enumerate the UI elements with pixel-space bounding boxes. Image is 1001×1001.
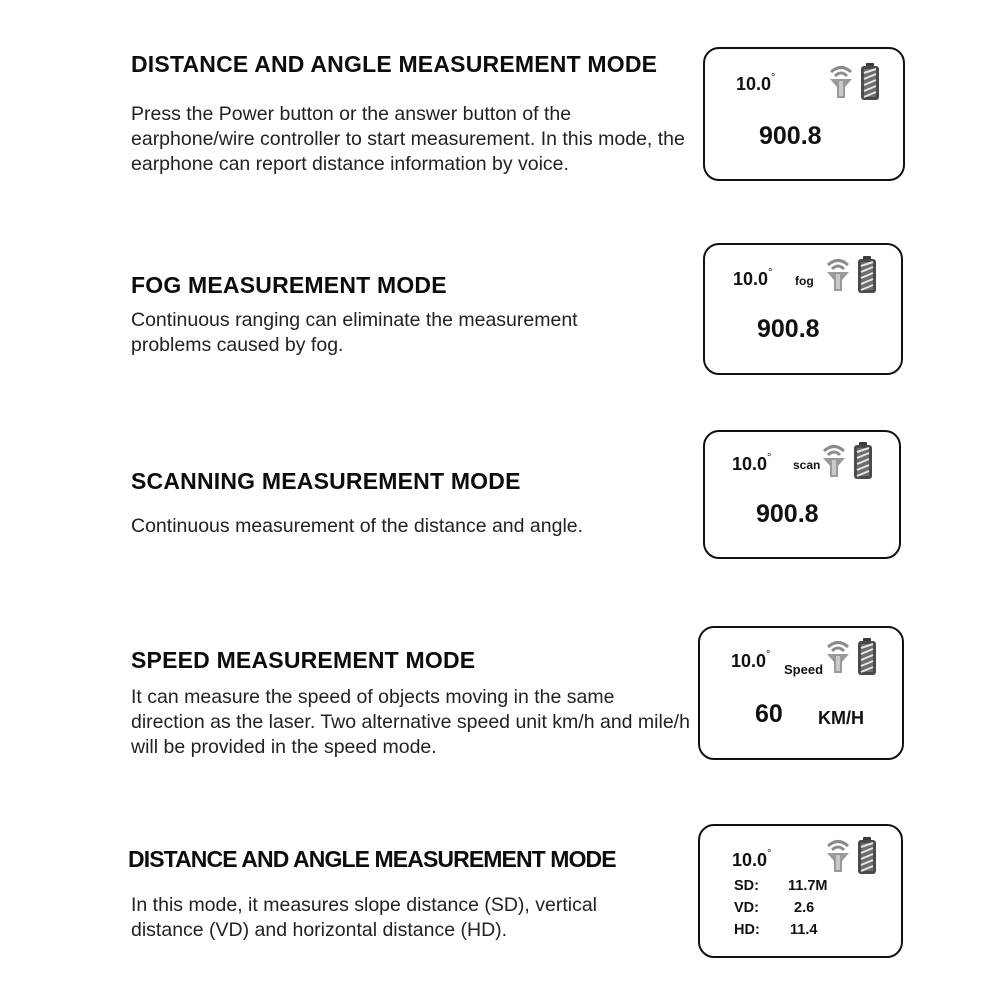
lcd-display-panel: [703, 47, 905, 181]
distance-reading: 900.8: [757, 315, 820, 343]
angle-readout: 10.0°: [733, 267, 773, 289]
distance-reading: 900.8: [756, 500, 819, 528]
section-title: FOG MEASUREMENT MODE: [131, 272, 447, 298]
battery-full-icon: [858, 256, 876, 293]
hd-label: HD:: [734, 922, 760, 938]
mode-tag: fog: [795, 274, 814, 288]
section-title: SCANNING MEASUREMENT MODE: [131, 468, 521, 494]
speed-reading: 60: [755, 700, 783, 728]
section-description: Continuous measurement of the distance and angle.: [131, 515, 584, 537]
status-icons: [822, 253, 884, 297]
lcd-display-panel: [703, 243, 903, 375]
mode-tag: scan: [793, 458, 821, 472]
lcd-display-panel: [703, 430, 901, 559]
hd-row: [734, 922, 884, 942]
angle-readout: 10.0°: [736, 72, 776, 94]
battery-full-icon: [861, 63, 879, 100]
status-icons: [825, 60, 887, 104]
section-title: SPEED MEASUREMENT MODE: [131, 647, 476, 673]
hd-value: 11.4: [790, 922, 818, 938]
vd-value: 2.6: [794, 900, 815, 916]
section-description: Press the Power button or the answer button of the earphone/wire controller to start measurement. In this mode, the earphone can report distance information by voice.: [131, 103, 685, 175]
section-title: DISTANCE AND ANGLE MEASUREMENT MODE: [128, 846, 616, 872]
laser-signal-icon: [827, 842, 849, 873]
battery-full-icon: [854, 442, 872, 479]
battery-full-icon: [858, 638, 876, 675]
lcd-display-panel: [698, 824, 903, 958]
battery-full-icon: [858, 837, 876, 874]
section-title: DISTANCE AND ANGLE MEASUREMENT MODE: [131, 51, 658, 77]
section-description: It can measure the speed of objects moving in the same direction as the laser. Two alternative speed unit km/h and mile/h will be provided in the speed mode.: [131, 686, 690, 758]
mode-tag: Speed: [784, 662, 824, 677]
distance-reading: 900.8: [759, 122, 822, 150]
sd-value: 11.7M: [788, 878, 828, 894]
section-description: In this mode, it measures slope distance (SD), vertical distance (VD) and horizontal distance (HD).: [131, 894, 598, 941]
angle-readout: 10.0°: [731, 649, 771, 671]
sd-row: [734, 878, 884, 898]
vd-row: [734, 900, 884, 920]
vd-label: VD:: [734, 900, 759, 916]
laser-signal-icon: [827, 261, 849, 292]
lcd-display-panel: [698, 626, 904, 760]
sd-label: SD:: [734, 878, 759, 894]
speed-unit: KM/H: [818, 708, 864, 728]
status-icons: [822, 635, 884, 679]
angle-readout: 10.0°: [732, 452, 772, 474]
status-icons: [818, 439, 880, 483]
laser-signal-icon: [827, 643, 849, 674]
laser-signal-icon: [823, 447, 845, 478]
laser-signal-icon: [830, 68, 852, 99]
angle-readout: 10.0°: [732, 848, 772, 870]
section-description: Continuous ranging can eliminate the measurement problems caused by fog.: [131, 309, 578, 356]
status-icons: [822, 834, 884, 878]
